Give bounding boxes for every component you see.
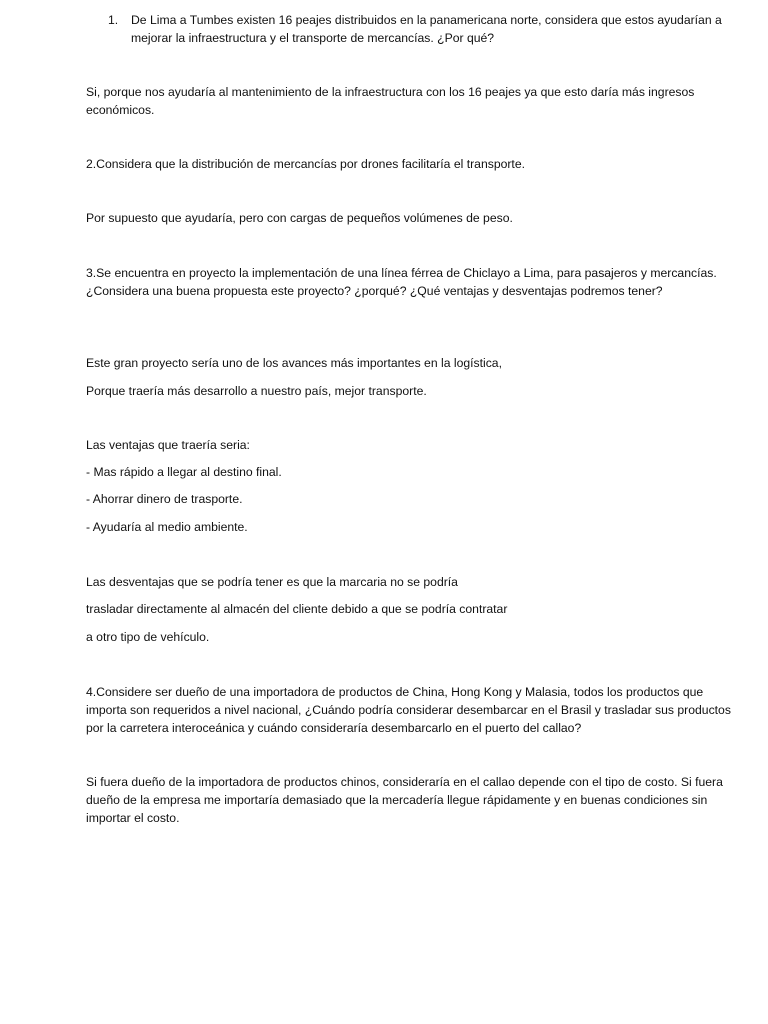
advantage-item: - Ayudaría al medio ambiente. (86, 520, 248, 534)
advantage-item: - Mas rápido a llegar al destino final. (86, 465, 282, 479)
disadvantages-line-1: Las desventajas que se podría tener es que la marcaria no se podría (86, 575, 458, 589)
advantage-item: - Ahorrar dinero de trasporte. (86, 492, 243, 506)
question-2: 2.Considera que la distribución de mercancías por drones facilitaría el transporte. (86, 157, 525, 171)
question-3: 3.Se encuentra en proyecto la implementación de una línea férrea de Chiclayo a Lima, para pasajeros y mercancías. ¿Considera una buena propuesta este proyecto? ¿porqué? ¿Qué ventajas y desventajas podremos tener? (86, 266, 717, 298)
answer-1: Si, porque nos ayudaría al mantenimiento de la infraestructura con los 16 peajes ya que esto daría más ingresos económicos. (86, 85, 695, 117)
question-1-text: De Lima a Tumbes existen 16 peajes distribuidos en la panamericana norte, considera que estos ayudarían a mejorar la infraestructura y el transporte de mercancías. ¿Por qué? (131, 13, 722, 45)
answer-3-line-1: Este gran proyecto sería uno de los avances más importantes en la logística, (86, 356, 502, 370)
answer-4: Si fuera dueño de la importadora de productos chinos, consideraría en el callao depende con el tipo de costo. Si fuera dueño de la empresa me importaría demasiado que la mercadería llegue rápidamente y en buenas condiciones sin importar el costo. (86, 775, 723, 825)
disadvantages-line-2: trasladar directamente al almacén del cliente debido a que se podría contratar (86, 602, 508, 616)
disadvantages-line-3: a otro tipo de vehículo. (86, 630, 210, 644)
question-1-number: 1. (108, 13, 119, 27)
answer-2: Por supuesto que ayudaría, pero con cargas de pequeños volúmenes de peso. (86, 211, 513, 225)
question-1 (108, 11, 728, 47)
advantages-heading: Las ventajas que traería seria: (86, 438, 250, 452)
answer-3-line-2: Porque traería más desarrollo a nuestro país, mejor transporte. (86, 384, 427, 398)
question-4: 4.Considere ser dueño de una importadora de productos de China, Hong Kong y Malasia, todos los productos que importa son requeridos a nivel nacional, ¿Cuándo podría considerar desembarcar en el Brasil y trasladar sus productos por la carretera interoceánica y cuándo consideraría desembarcarlo en el puerto del callao? (86, 685, 731, 735)
